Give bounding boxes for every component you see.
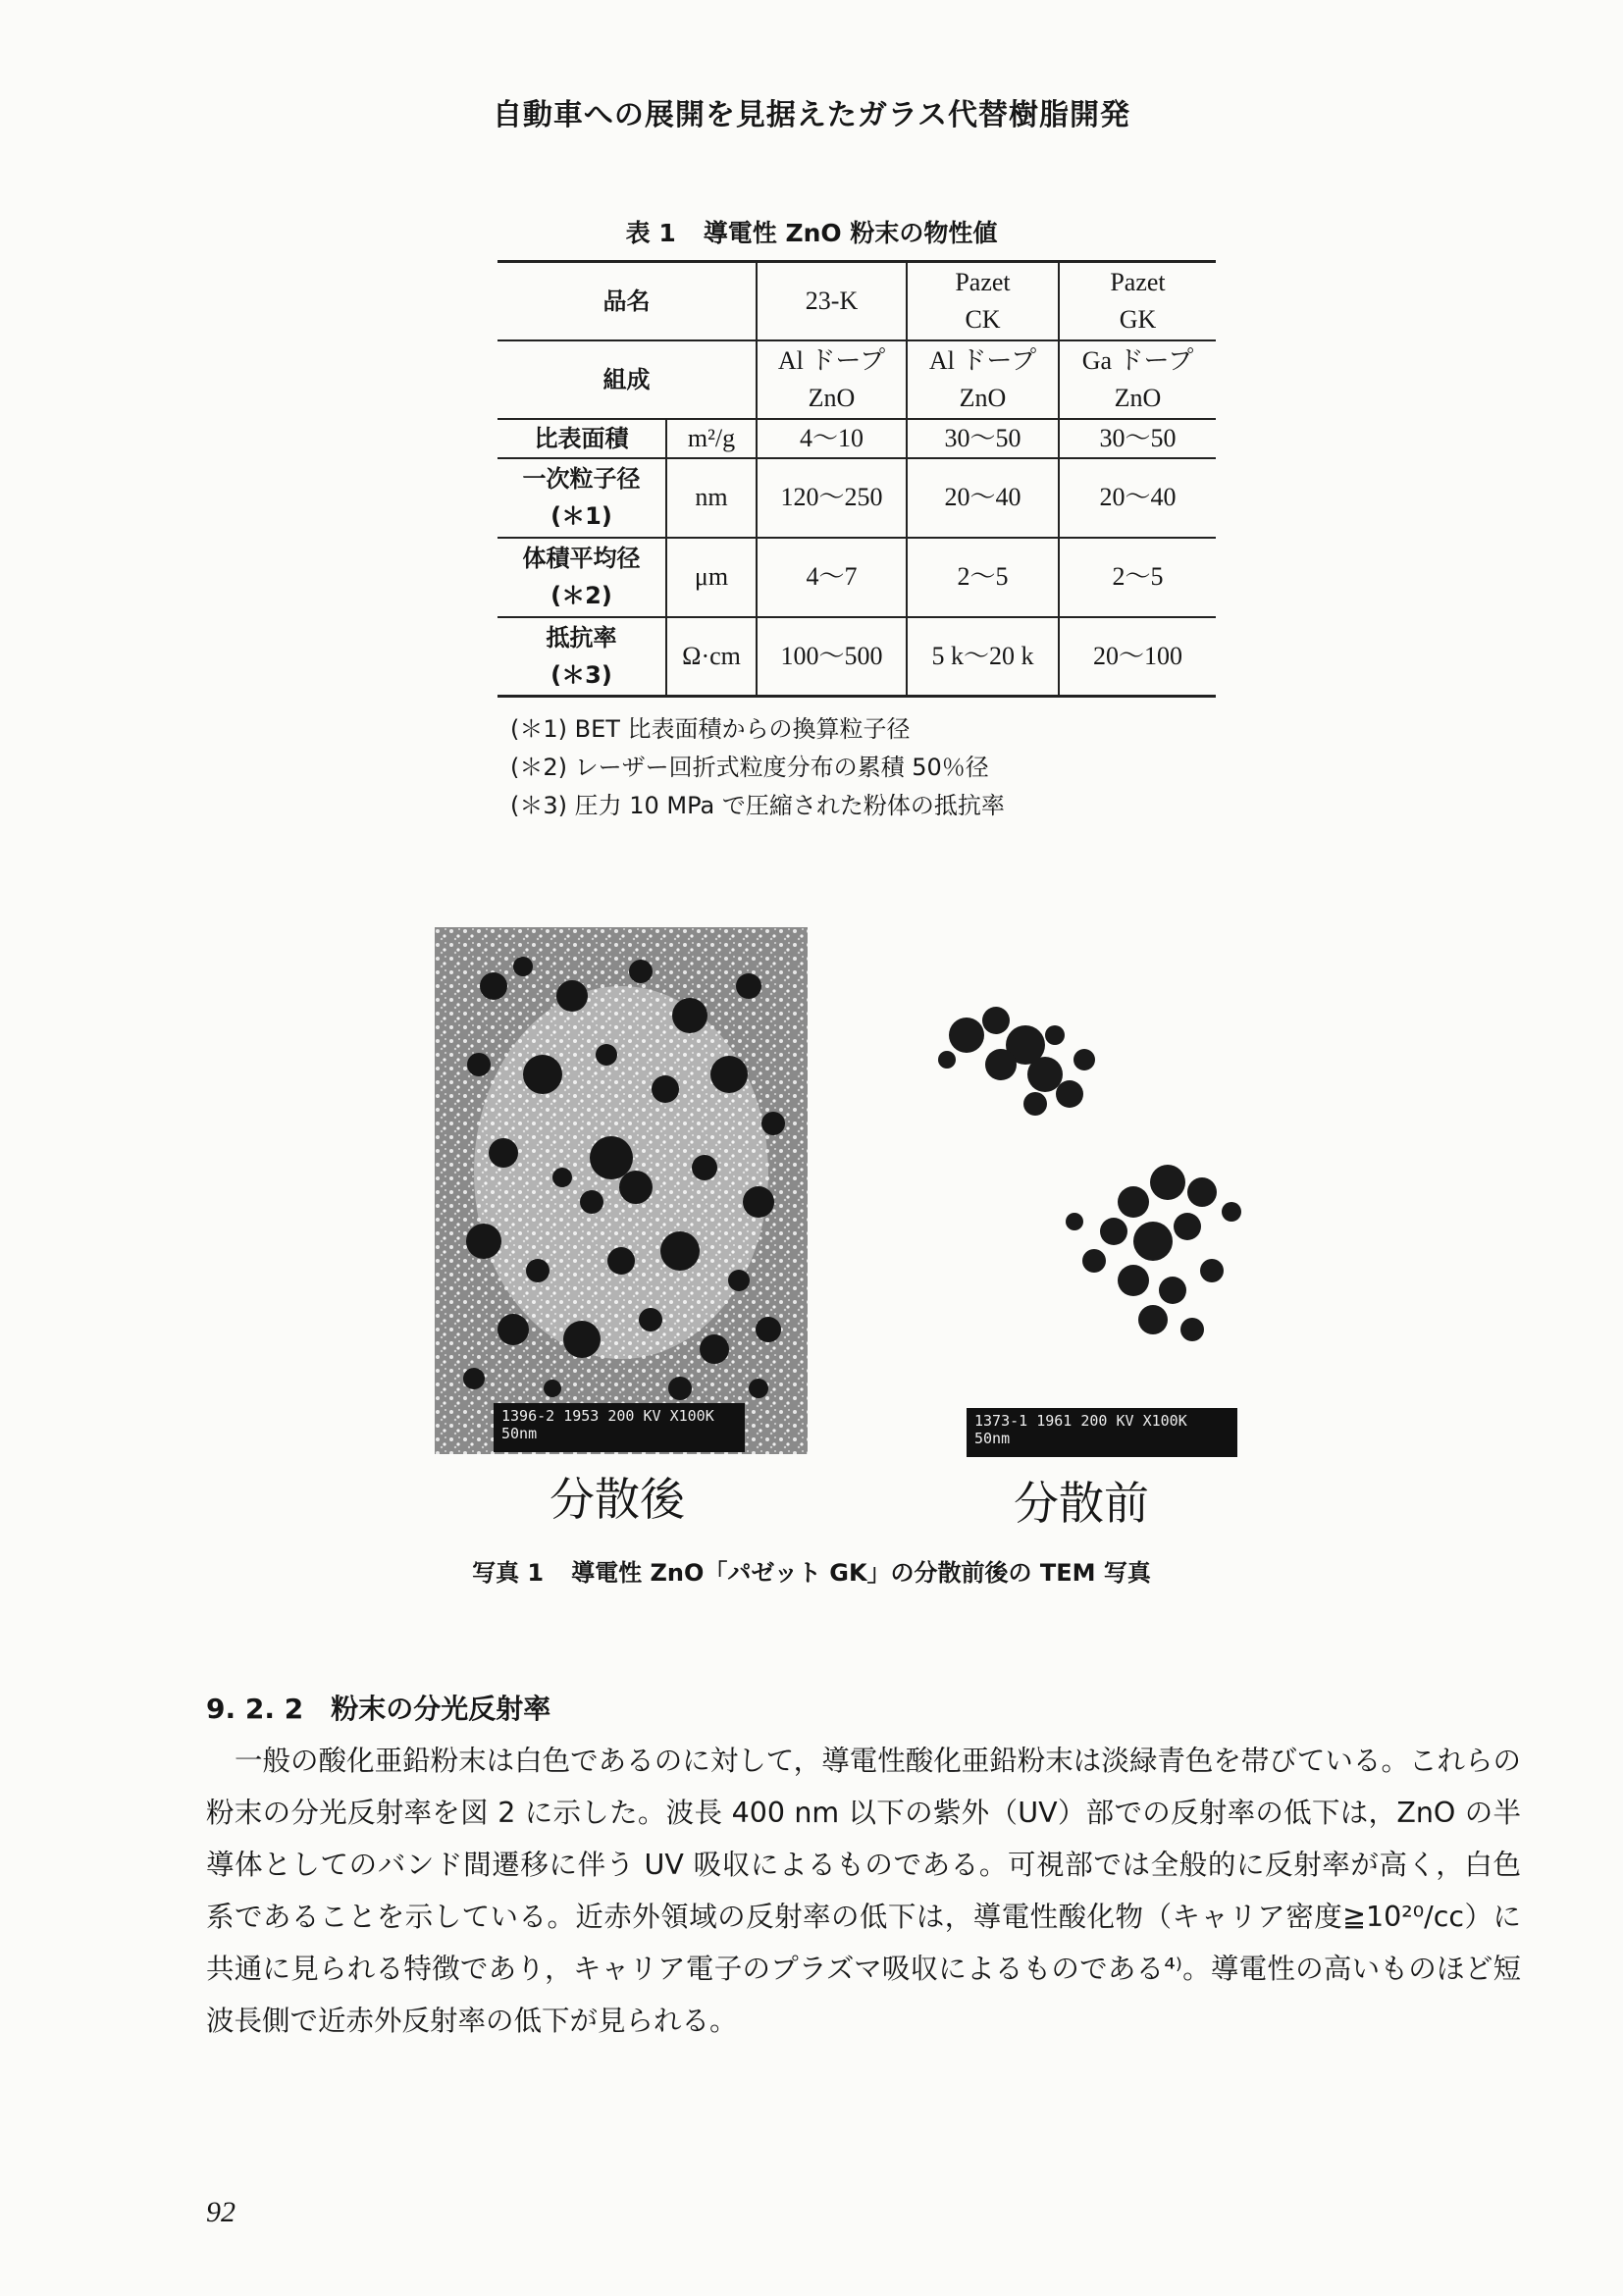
row-unit: nm (666, 458, 757, 538)
row-value: 5 k～20 k (907, 617, 1059, 697)
row-label-line1: 抵抗率 (546, 623, 617, 652)
row-value: 30～50 (907, 419, 1059, 458)
scale-bar-before: 1373-1 1961 200 KV X100K 50nm (967, 1408, 1237, 1457)
product-line1: 23-K (805, 286, 859, 315)
table-note: (＊1) BET 比表面積からの換算粒子径 (510, 715, 911, 743)
product-cell (1059, 262, 1216, 340)
table-note: (＊3) 圧力 10 MPa で圧縮された粉体の抵抗率 (510, 792, 1005, 819)
table-caption-number: 表 1 (625, 219, 676, 247)
page-number: 92 (206, 2196, 236, 2228)
photo-caption-number: 写真 1 (472, 1559, 545, 1587)
composition-line1: Al ドープ (777, 345, 886, 375)
row-unit: m²/g (666, 419, 757, 458)
composition-line2: ZnO (808, 383, 856, 412)
table-row (497, 538, 1216, 617)
tem-photo-before (888, 976, 1300, 1457)
photo-caption (0, 1553, 1623, 1588)
row-value: 100～500 (757, 617, 907, 697)
table-caption-title: 導電性 ZnO 粉末の物性値 (703, 219, 998, 247)
body-text (206, 1735, 1521, 2047)
tem-image-after (435, 927, 808, 1454)
row-value: 4～7 (757, 538, 907, 617)
property-table (497, 260, 1216, 698)
photo-label-before: 分散前 (1014, 1477, 1149, 1530)
row-unit: Ω·cm (666, 617, 757, 697)
section-heading: 9. 2. 2 粉末の分光反射率 (206, 1693, 551, 1725)
row-value: 4～10 (757, 419, 907, 458)
table-note: (＊2) レーザー回折式粒度分布の累積 50％径 (510, 754, 989, 781)
row-label-line2: (＊3) (550, 660, 612, 689)
row-label (497, 538, 666, 617)
row-label (497, 419, 666, 458)
row-value: 2～5 (907, 538, 1059, 617)
composition-line1: Ga ドープ (1081, 345, 1194, 375)
table-notes (510, 710, 1005, 825)
body-paragraph: 一般の酸化亜鉛粉末は白色であるのに対して，導電性酸化亜鉛粉末は淡緑青色を帯びている。これらの粉末の分光反射率を図 2 に示した。波長 400 nm 以下の紫外（UV）部での反射率の低下は，ZnO の半導体としてのバンド間遷移に伴う UV 吸収によるものである。可視部では全般的に反射率が高く，白色系であることを示している。近赤外領域の反射率の低下は，導電性酸化物（キャリア密度≧10²⁰/cc）に共通に見られる特徴であり，キャリア電子のプラズマ吸収によるものである⁴⁾。導電性の高いものほど短波長側で近赤外反射率の低下が見られる。 (206, 1745, 1521, 2037)
table-row (497, 458, 1216, 538)
row-unit: μm (666, 538, 757, 617)
row-label-line1: 比表面積 (534, 424, 629, 452)
product-line1: Pazet (955, 267, 1011, 296)
row-value: 20～40 (1059, 458, 1216, 538)
row-label-line2: (＊1) (550, 502, 612, 530)
table-row (497, 419, 1216, 458)
table-caption (0, 214, 1623, 249)
table-row-product (497, 262, 1216, 340)
composition-cell (757, 340, 907, 419)
row-value: 20～40 (907, 458, 1059, 538)
product-line2: GK (1119, 304, 1157, 334)
table-row-composition (497, 340, 1216, 419)
row-label-line2: (＊2) (550, 582, 612, 609)
row-value: 20～100 (1059, 617, 1216, 697)
product-cell (907, 262, 1059, 340)
row-value: 2～5 (1059, 538, 1216, 617)
running-header: 自動車への展開を見据えたガラス代替樹脂開発 (492, 98, 1131, 132)
composition-line1: Al ドープ (928, 345, 1037, 375)
row-label-line1: 一次粒子径 (522, 465, 641, 493)
row-label-line1: 体積平均径 (522, 545, 641, 572)
tem-photo-after (435, 927, 808, 1454)
composition-line2: ZnO (1114, 383, 1162, 412)
photo-caption-title: 導電性 ZnO「パゼット GK」の分散前後の TEM 写真 (571, 1559, 1151, 1587)
row-label (497, 617, 666, 697)
product-line1: Pazet (1110, 267, 1166, 296)
composition-cell (907, 340, 1059, 419)
product-line2: CK (965, 304, 1001, 334)
row-value: 120～250 (757, 458, 907, 538)
composition-header: 組成 (497, 340, 757, 419)
product-header: 品名 (497, 262, 757, 340)
row-value: 30～50 (1059, 419, 1216, 458)
composition-cell (1059, 340, 1216, 419)
product-cell (757, 262, 907, 340)
row-label (497, 458, 666, 538)
scale-bar-after: 1396-2 1953 200 KV X100K 50nm (494, 1403, 745, 1452)
photo-label-after: 分散後 (550, 1473, 685, 1526)
composition-line2: ZnO (959, 383, 1007, 412)
table-row (497, 617, 1216, 697)
tem-image-before (888, 976, 1300, 1408)
